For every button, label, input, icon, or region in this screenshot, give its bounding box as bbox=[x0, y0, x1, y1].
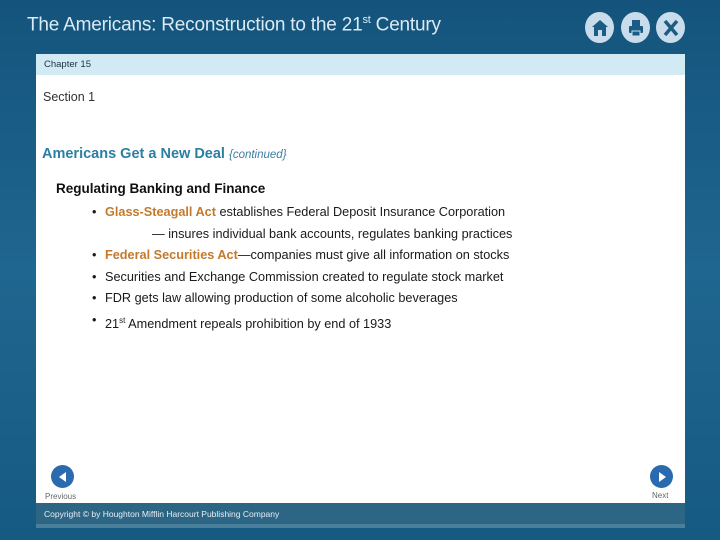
subheading: Regulating Banking and Finance bbox=[56, 181, 266, 196]
print-button[interactable] bbox=[621, 12, 650, 43]
list-item: • Glass-Steagall Act establishes Federal Deposit Insurance Corporation bbox=[92, 202, 512, 224]
next-label[interactable]: Next bbox=[652, 491, 669, 500]
list-item: • Federal Securities Act—companies must give all information on stocks bbox=[92, 245, 512, 267]
previous-label[interactable]: Previous bbox=[45, 492, 77, 501]
list-item: • FDR gets law allowing production of some alcoholic beverages bbox=[92, 288, 512, 310]
home-button[interactable] bbox=[585, 12, 614, 43]
close-icon bbox=[661, 18, 681, 38]
previous-button[interactable] bbox=[51, 465, 74, 488]
print-icon bbox=[626, 18, 646, 38]
list-item-continuation: — insures individual bank accounts, regulates banking practices bbox=[152, 226, 513, 241]
slide-heading: Americans Get a New Deal {continued} bbox=[42, 146, 287, 162]
footer-bar bbox=[36, 503, 685, 528]
home-icon bbox=[590, 18, 610, 38]
bullet-list bbox=[92, 202, 512, 335]
list-item: • Securities and Exchange Commission created to regulate stock market bbox=[92, 267, 512, 289]
arrow-right-icon bbox=[656, 471, 668, 483]
presentation-title: The Americans: Reconstruction to the 21st Century bbox=[27, 14, 441, 36]
next-button[interactable] bbox=[650, 465, 673, 488]
slide-panel bbox=[36, 54, 685, 503]
copyright-text: Copyright © by Houghton Mifflin Harcourt Publishing Company bbox=[44, 509, 280, 519]
arrow-left-icon bbox=[57, 471, 69, 483]
section-label: Section 1 bbox=[43, 90, 96, 104]
chapter-bar bbox=[36, 54, 685, 75]
list-item: • 21st Amendment repeals prohibition by end of 1933 bbox=[92, 310, 512, 336]
chapter-label: Chapter 15 bbox=[44, 59, 92, 70]
close-button[interactable] bbox=[656, 12, 685, 43]
